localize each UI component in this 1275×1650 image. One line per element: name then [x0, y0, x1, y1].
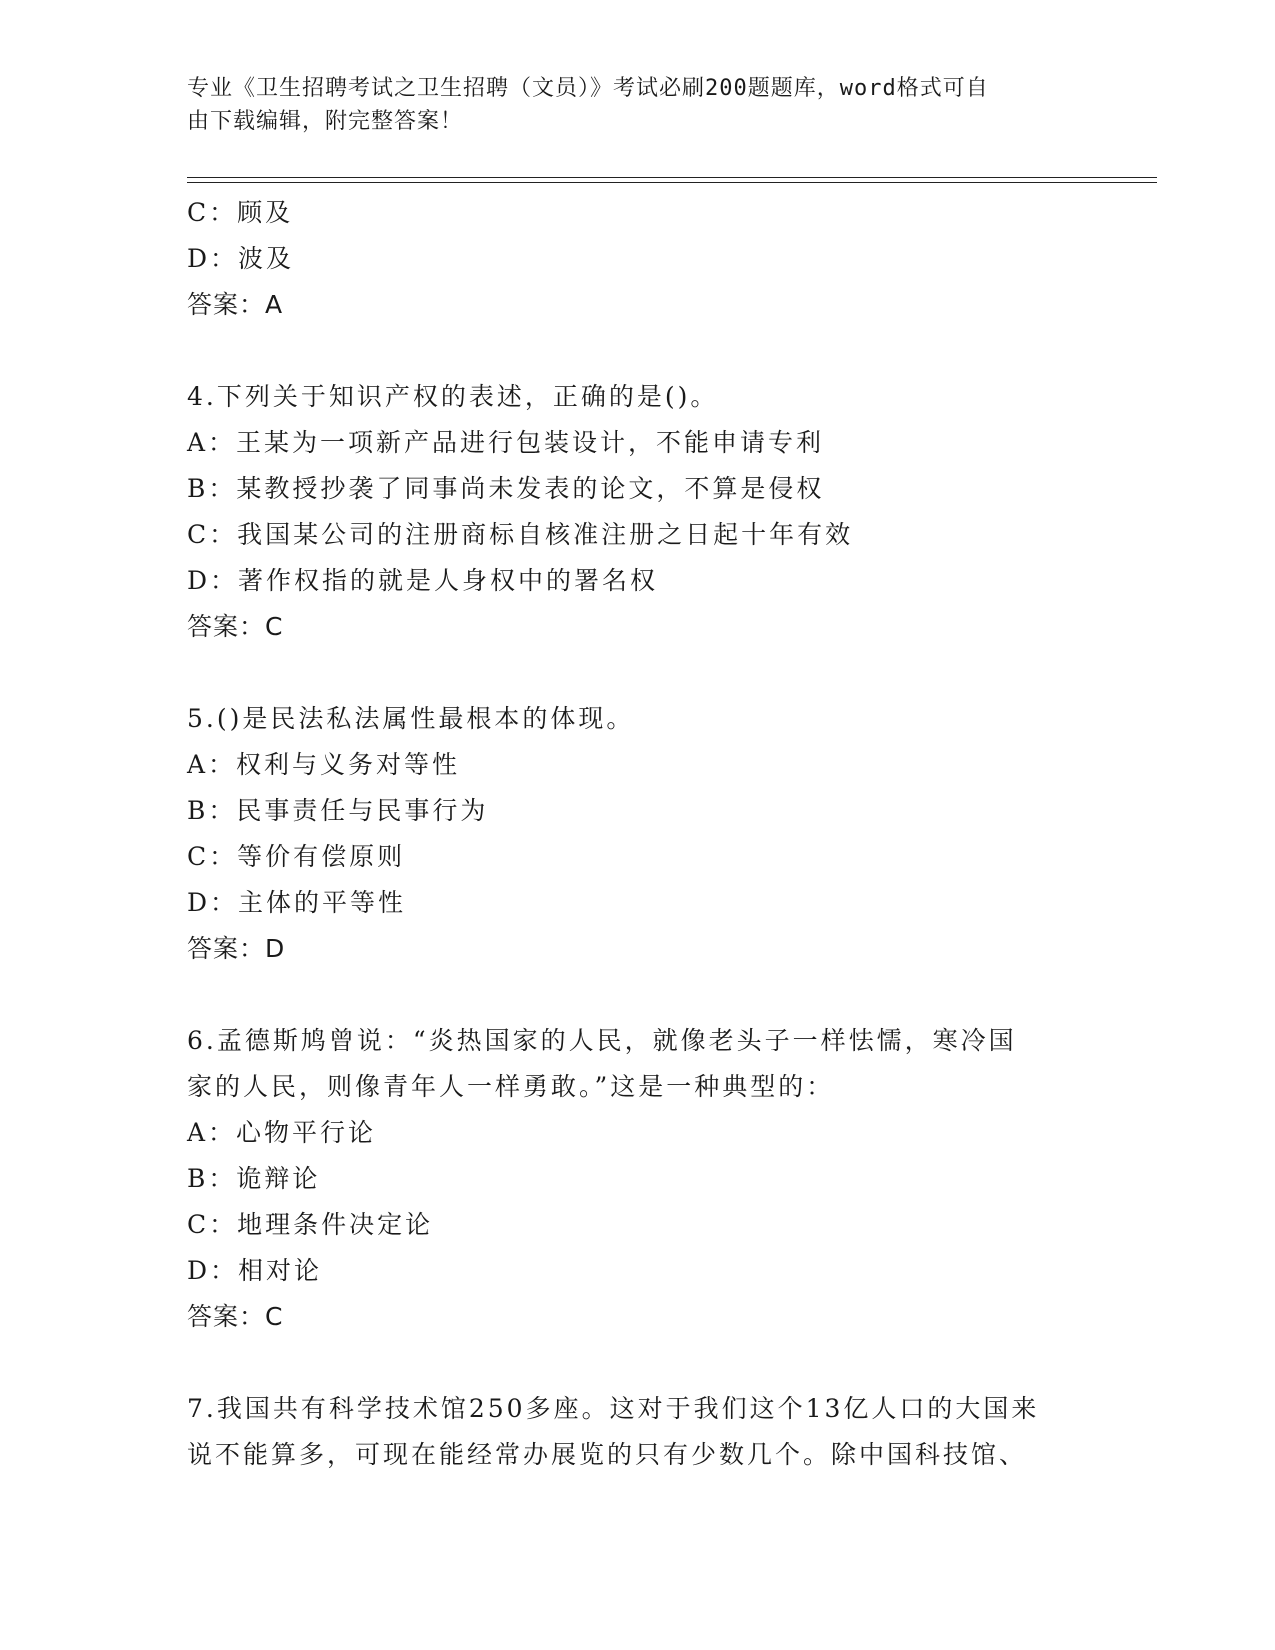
option-c: C：地理条件决定论	[187, 1210, 434, 1239]
question-stem-line-1: 7.我国共有科学技术馆250多座。这对于我们这个13亿人口的大国来	[187, 1394, 1040, 1423]
option-d: D：相对论	[187, 1256, 323, 1285]
header-title-line-1: 专业《卫生招聘考试之卫生招聘（文员）》考试必刷200题题库，word格式可自	[187, 76, 989, 101]
option-d: D：波及	[187, 244, 295, 273]
question-list	[187, 190, 1107, 1478]
question-stem-line-2: 家的人民，则像青年人一样勇敢。”这是一种典型的：	[187, 1072, 835, 1101]
option-c: C：顾及	[187, 198, 294, 227]
question-4	[187, 374, 1107, 650]
spacer	[187, 650, 1107, 696]
option-c: C：我国某公司的注册商标自核准注册之日起十年有效	[187, 520, 854, 549]
option-a: A：王某为一项新产品进行包装设计，不能申请专利	[187, 428, 825, 457]
option-b: B：某教授抄袭了同事尚未发表的论文，不算是侵权	[187, 474, 825, 503]
option-c: C：等价有偿原则	[187, 842, 406, 871]
answer-line: 答案：D	[187, 934, 286, 963]
page-header	[187, 72, 1087, 138]
answer-line: 答案：C	[187, 1302, 284, 1331]
option-a: A：权利与义务对等性	[187, 750, 461, 779]
answer-line: 答案：C	[187, 612, 284, 641]
spacer	[187, 328, 1107, 374]
question-3-continued	[187, 190, 1107, 328]
spacer	[187, 972, 1107, 1018]
spacer	[187, 1340, 1107, 1386]
option-b: B：民事责任与民事行为	[187, 796, 489, 825]
question-stem: 4.下列关于知识产权的表述，正确的是()。	[187, 382, 719, 411]
header-title-line-2: 由下载编辑，附完整答案！	[187, 109, 464, 134]
option-d: D：著作权指的就是人身权中的署名权	[187, 566, 659, 595]
question-stem-line-1: 6.孟德斯鸠曾说：“炎热国家的人民，就像老头子一样怯懦，寒冷国	[187, 1026, 1017, 1055]
question-stem-line-2: 说不能算多，可现在能经常办展览的只有少数几个。除中国科技馆、	[187, 1440, 1028, 1469]
header-divider-bottom	[187, 182, 1157, 183]
option-d: D：主体的平等性	[187, 888, 407, 917]
option-b: B：诡辩论	[187, 1164, 321, 1193]
header-divider-top	[187, 177, 1157, 178]
question-7	[187, 1386, 1107, 1478]
question-6	[187, 1018, 1107, 1340]
answer-line: 答案：A	[187, 290, 284, 319]
question-stem: 5.()是民法私法属性最根本的体现。	[187, 704, 635, 733]
option-a: A：心物平行论	[187, 1118, 377, 1147]
question-5	[187, 696, 1107, 972]
